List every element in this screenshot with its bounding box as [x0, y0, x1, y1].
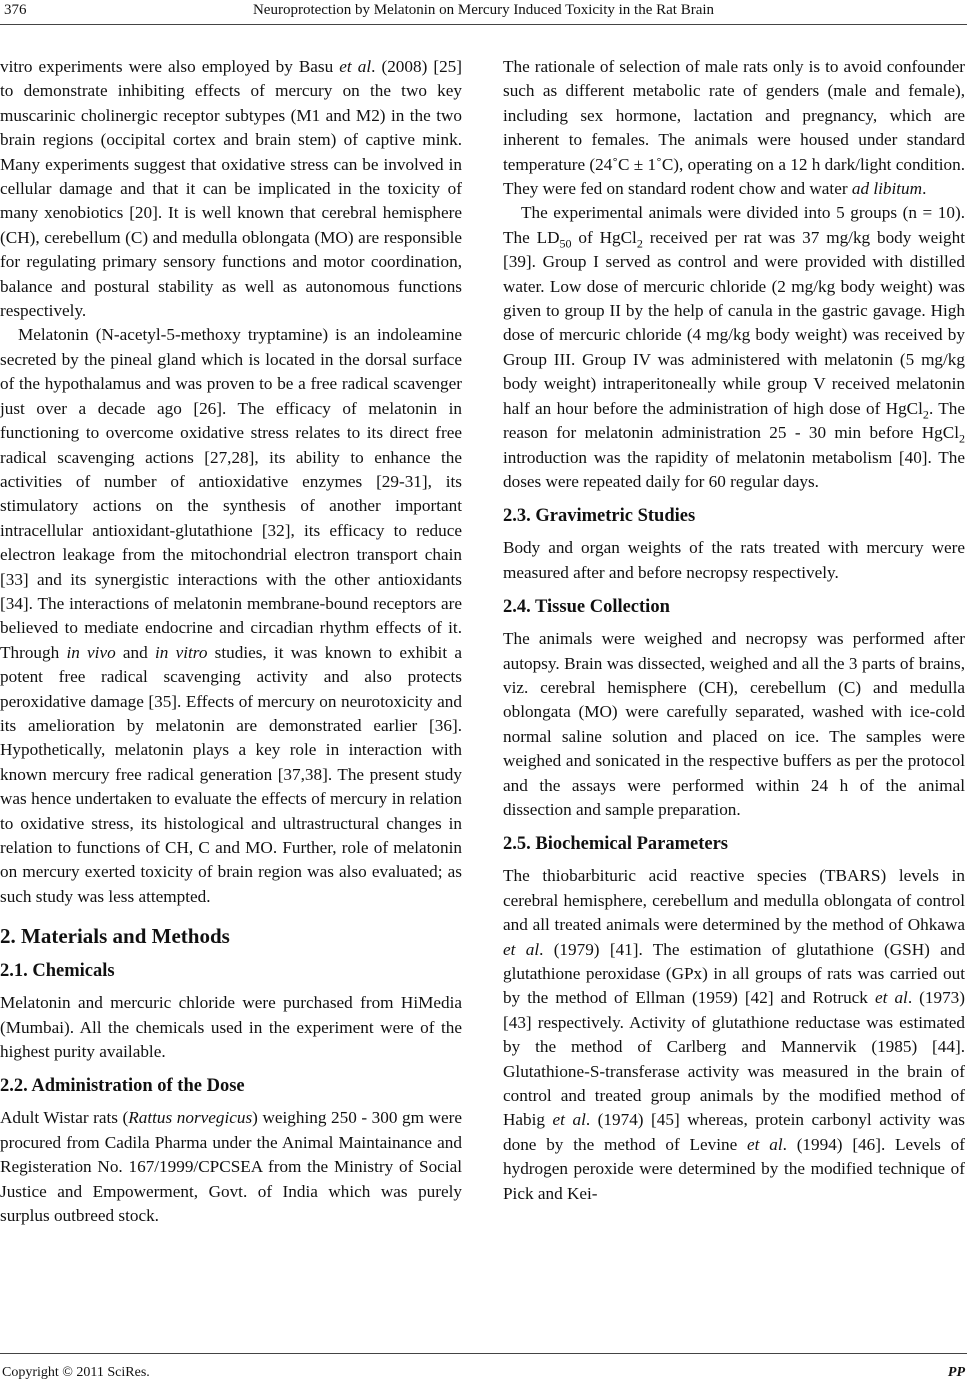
subsection-heading-gravimetric: 2.3. Gravimetric Studies: [503, 506, 696, 527]
page-header: [0, 0, 967, 32]
page-number: 376: [4, 2, 27, 18]
right-column: [503, 55, 965, 1206]
copyright-notice: Copyright © 2011 SciRes.: [2, 1365, 150, 1380]
subsection-heading-biochemical: 2.5. Biochemical Parameters: [503, 834, 729, 855]
subsection-heading-tissue: 2.4. Tissue Collection: [503, 597, 670, 618]
footer-rule: [0, 1353, 967, 1354]
subsection-heading-chemicals: 2.1. Chemicals: [0, 961, 115, 982]
subsection-heading-dose: 2.2. Administration of the Dose: [0, 1076, 245, 1097]
paragraph-rationale: The rationale of selection of male rats only is to avoid confounder such as different metabolic rate of genders (male and female), including sex hormone, lactation and pregnancy, which are inherent to females. The animals were housed under standard temperature (24˚C ± 1˚C), operating on a 12 h dark/light condition. They were fed on standard rodent chow and water ad libitum.: [503, 57, 965, 199]
left-column: [0, 55, 462, 1228]
paragraph-biochemical: The thiobarbituric acid reactive species (TBARS) levels in cerebral hemisphere, cerebellum and medulla oblongata of control and all treated animals were determined by the method of Ohkawa et al. (1979) [41]. The estimation of glutathione (GSH) and glutathione peroxidase (GPx) in all groups of rats was carried out by the method of Ellman (1959) [42] and Rotruck et al. (1973) [43] respectively. Activity of glutathione reductase was estimated by the method of Carlberg and Mannervik (1985) [44]. Glutathione-S-transferase activity was measured in the brain of control and treated group animals by the modified method of Habig et al. (1974) [45] whereas, protein carbonyl activity was done by the method of Levine et al. (1994) [46]. Levels of hydrogen peroxide were determined by the modified technique of Pick and Kei-: [503, 866, 965, 1203]
paragraph-dose: Adult Wistar rats (Rattus norvegicus) weighing 250 - 300 gm were procured from Cadila Pharma under the Animal Maintainance and Registeration No. 167/1999/CPCSEA from the Ministry of Social Justice and Empowerment, Govt. of India which was purely surplus outbreed stock.: [0, 1108, 462, 1226]
paragraph-tissue: The animals were weighed and necropsy was performed after autopsy. Brain was dissected, weighed and all the 3 parts of brains, viz. cerebral hemisphere (CH), cerebellum (C) and medulla oblongata (MO) were carefully separated, washed with ice-cold normal saline solution and placed on ice. The samples were weighed and sonicated in the respective buffers as per the protocol and the assays were performed within 24 h of the animal dissection and sample preparation.: [503, 629, 965, 819]
running-title: Neuroprotection by Melatonin on Mercury Induced Toxicity in the Rat Brain: [252, 2, 715, 18]
paragraph-intro-continued: vitro experiments were also employed by Basu et al. (2008) [25] to demonstrate inhibiting effects of mercury on the two key muscarinic cholinergic receptor subtypes (M1 and M2) in the two brain regions (occipital cortex and brain stem) of captive mink. Many experiments suggest that oxidative stress can be involved in cellular damage and that it can be implicated in the toxicity of many xenobiotics [20]. It is well known that cerebral hemisphere (CH), cerebellum (C) and medulla oblongata (MO) are responsible for regulating primary sensory functions and motor coordination, balance and postural stability as well as autonomous functions respectively.: [0, 57, 462, 321]
paragraph-gravimetric: Body and organ weights of the rats treated with mercury were measured after and before necropsy respectively.: [503, 538, 965, 582]
journal-abbreviation: PP: [947, 1365, 965, 1380]
paragraph-groups: The experimental animals were divided into 5 groups (n = 10). The $LD_{50}$ of HgCl$_2$ received per rat was 37 mg/kg body weight [39]. Group I served as control and were provided with distilled water. Low dose of mercuric chloride (2 mg/kg body weight) was given to group II by the help of canula in the gastric gavage. High dose of mercuric chloride (4 mg/kg body weight) was received by Group III. Group IV was administered with melatonin (5 mg/kg body weight) intraperitoneally while group V received melatonin half an hour before the administration of high dose of HgCl$_2$. The reason for melatonin administration 25 - 30 min before HgCl$_2$ introduction was the rapidity of melatonin metabolism [40]. The doses were repeated daily for 60 regular days.: [503, 203, 966, 491]
page-footer: [0, 1353, 967, 1383]
section-heading-materials-methods: 2. Materials and Methods: [0, 924, 230, 949]
paragraph-chemicals: Melatonin and mercuric chloride were purchased from HiMedia (Mumbai). All the chemicals used in the experiment were of the highest purity available.: [0, 993, 462, 1062]
header-rule: [0, 24, 967, 25]
paragraph-melatonin: Melatonin (N-acetyl-5-methoxy tryptamine) is an indoleamine secreted by the pineal gland which is located in the dorsal surface of the hypothalamus and was proven to be a free radical scavenger just over a decade ago [26]. The efficacy of melatonin in functioning to overcome oxidative stress relates to its direct free radical scavenging actions [27,28], its ability to enhance the activities of number of antioxidative enzymes [29-31], its stimulatory actions on the synthesis of another important intracellular antioxidant-glutathione [32], its efficacy to reduce electron leakage from the mitochondrial electron transport chain [33] and its synergistic interactions with the other antioxidants [34]. The interactions of melatonin membrane-bound receptors are believed to mediate endocrine and circadian rhythm effects of it. Through in vivo and in vitro studies, it was known to exhibit a potent free radical scavenging activity and also protects peroxidative damage [35]. Effects of mercury on neurotoxicity and its amelioration by melatonin are demonstrated earlier [36]. Hypothetically, melatonin plays a key role in interaction with known mercury free radical generation [37,38]. The present study was hence undertaken to evaluate the effects of mercury in relation to oxidative stress, its histological and ultrastructural changes in relation to functions of CH, C and MO. Further, role of melatonin on mercury exerted toxicity of brain region was also evaluated; as such study was less attempted.: [0, 325, 462, 906]
